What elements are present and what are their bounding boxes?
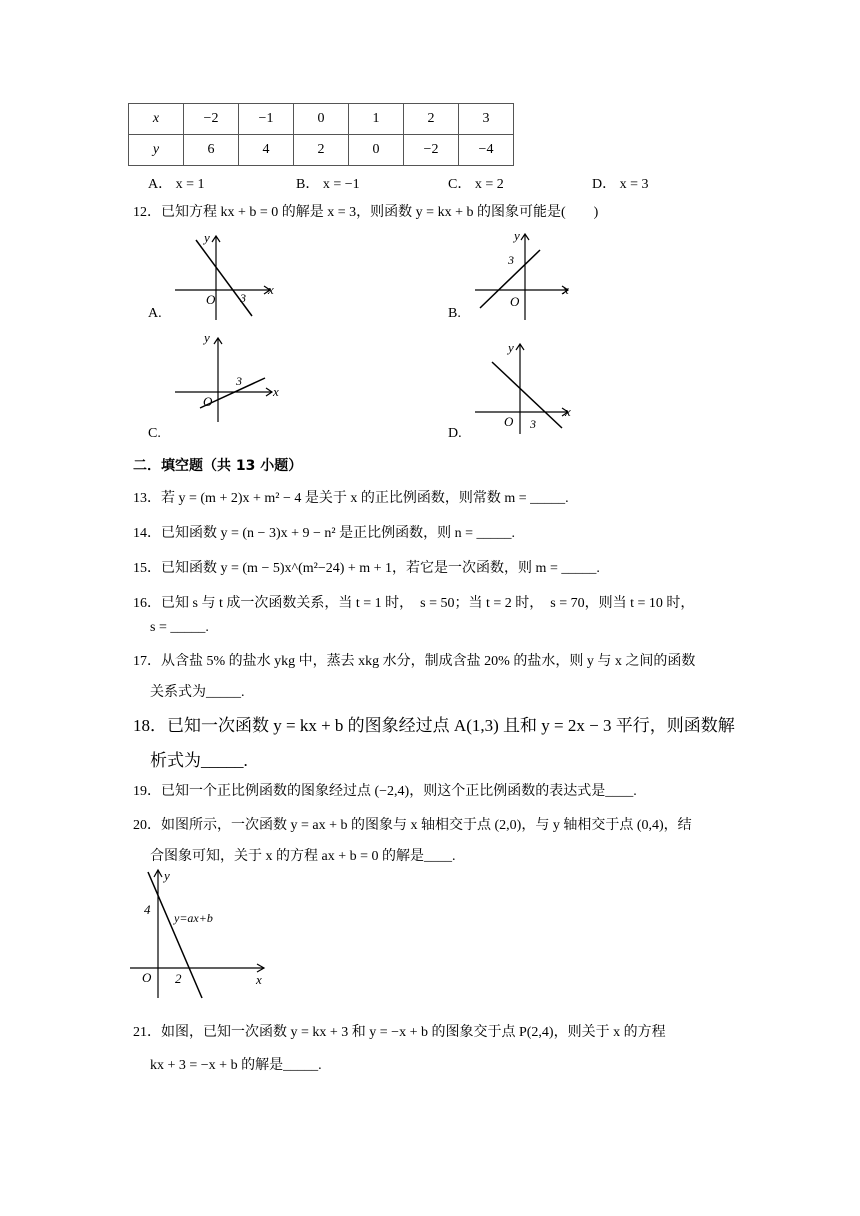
table-cell: −4 <box>459 135 514 166</box>
origin-label: O <box>510 294 520 309</box>
q18-text-cont: 析式为_____. <box>150 751 248 770</box>
table-cell: 6 <box>184 135 239 166</box>
intercept-y-label: 4 <box>144 902 151 917</box>
q18-text: 18．已知一次函数 y = kx + b 的图象经过点 A(1,3) 且和 y = 2x − 3 平行，则函数解 <box>133 716 735 735</box>
tick-label: 3 <box>530 417 536 431</box>
y-axis-label: y <box>204 330 210 345</box>
q17-text: 17．从含盐 5% 的盐水 ykg 中，蒸去 xkg 水分，制成含盐 20% 的盐水，则 y 与 x 之间的函数 <box>133 654 696 669</box>
intercept-x-label: 2 <box>175 971 182 986</box>
q14-text: 14．已知函数 y = (n − 3)x + 9 − n² 是正比例函数，则 n = _____. <box>133 526 515 541</box>
y-axis-label: y <box>508 340 514 355</box>
q11-option-a: A． x = 1 <box>148 177 205 192</box>
tick-label: 3 <box>508 253 514 267</box>
q12-text: 12．已知方程 kx + b = 0 的解是 x = 3，则函数 y = kx + b 的图象可能是( ) <box>133 205 599 220</box>
tick-label: 3 <box>236 374 242 388</box>
q20-graph <box>128 866 278 1001</box>
table-cell: 2 <box>404 104 459 135</box>
q17-text-cont: 关系式为_____. <box>150 685 245 700</box>
x-axis-label: x <box>268 282 274 297</box>
x-axis-label: x <box>256 972 262 987</box>
equation-label: y=ax+b <box>174 911 213 925</box>
q12-graph-b <box>470 228 585 323</box>
table-cell: x <box>129 104 184 135</box>
table-row-x <box>129 104 514 135</box>
q11-option-b: B． x = −1 <box>296 177 360 192</box>
value-table <box>128 103 514 166</box>
table-cell: −2 <box>404 135 459 166</box>
q12-graph-d <box>470 336 585 431</box>
table-cell: 0 <box>294 104 349 135</box>
q13-text: 13．若 y = (m + 2)x + m² − 4 是关于 x 的正比例函数，则常数 m = _____. <box>133 491 569 506</box>
table-cell: y <box>129 135 184 166</box>
x-axis-label: x <box>565 404 571 419</box>
origin-label: O <box>504 414 514 429</box>
origin-label: O <box>142 970 152 985</box>
table-cell: −2 <box>184 104 239 135</box>
q16-text-cont: s = _____. <box>150 620 209 635</box>
q12-graph-a <box>170 228 280 323</box>
table-cell: 3 <box>459 104 514 135</box>
q12-label-d: D. <box>448 426 462 441</box>
tick-label: 3 <box>240 291 246 305</box>
origin-label: O <box>203 394 213 409</box>
q20-text: 20．如图所示，一次函数 y = ax + b 的图象与 x 轴相交于点 (2,0)，与 y 轴相交于点 (0,4)，结 <box>133 818 692 833</box>
table-cell: 0 <box>349 135 404 166</box>
q12-label-b: B. <box>448 306 461 321</box>
table-cell: 2 <box>294 135 349 166</box>
x-axis-label: x <box>563 282 569 297</box>
q11-option-c: C． x = 2 <box>448 177 504 192</box>
q12-label-c: C. <box>148 426 161 441</box>
q12-graph-c <box>170 330 290 425</box>
table-cell: 4 <box>239 135 294 166</box>
x-axis-label: x <box>273 384 279 399</box>
q19-text: 19．已知一个正比例函数的图象经过点 (−2,4)，则这个正比例函数的表达式是____. <box>133 784 637 799</box>
q21-text: 21．如图，已知一次函数 y = kx + 3 和 y = −x + b 的图象交于点 P(2,4)，则关于 x 的方程 <box>133 1025 666 1040</box>
y-axis-label: y <box>514 228 520 243</box>
section-heading: 二．填空题（共 13 小题） <box>133 458 303 474</box>
y-axis-label: y <box>204 230 210 245</box>
origin-label: O <box>206 292 216 307</box>
q16-text: 16．已知 s 与 t 成一次函数关系，当 t = 1 时， s = 50；当 t = 2 时， s = 70，则当 t = 10 时， <box>133 596 695 611</box>
q15-text: 15．已知函数 y = (m − 5)x^(m²−24) + m + 1，若它是一次函数，则 m = _____. <box>133 561 600 576</box>
q11-option-d: D． x = 3 <box>592 177 649 192</box>
y-axis-label: y <box>164 868 170 883</box>
q12-label-a: A. <box>148 306 162 321</box>
table-cell: 1 <box>349 104 404 135</box>
table-cell: −1 <box>239 104 294 135</box>
table-row-y <box>129 135 514 166</box>
q20-text-cont: 合图象可知，关于 x 的方程 ax + b = 0 的解是____. <box>150 849 456 864</box>
q21-text-cont: kx + 3 = −x + b 的解是_____. <box>150 1058 322 1073</box>
